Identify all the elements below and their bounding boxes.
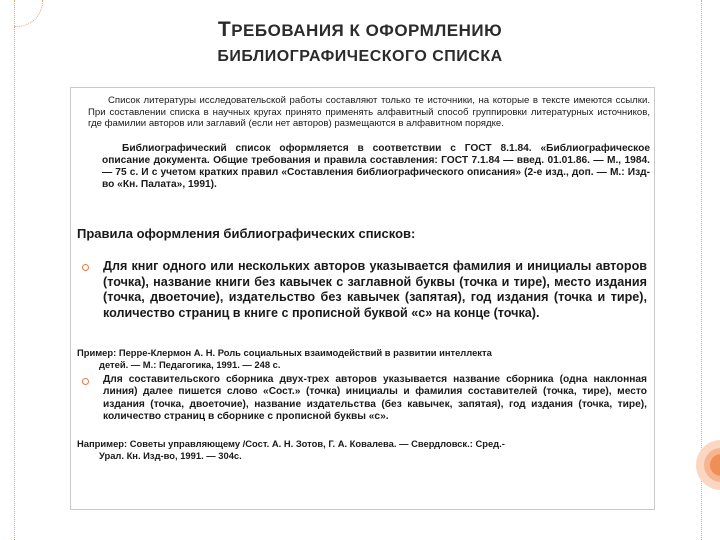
slide-title-line1 <box>0 18 720 42</box>
example-1-line-2: детей. — М.: Педагогика, 1991. — 248 с. <box>99 358 281 370</box>
rules-heading: Правила оформления библиографических списков: <box>77 226 416 241</box>
title-line1-rest: РЕБОВАНИЯ К ОФОРМЛЕНИЮ <box>231 21 503 40</box>
example-2-line-2: Урал. Кн. Изд-во, 1991. — 304с. <box>99 449 242 461</box>
intro-paragraph: Список литературы исследовательской работы составляют только те источники, на которые в тексте имеются ссылки. При составлении списка в научных кругах принято применять алфавитный способ группировки литературных источников, где фамилии авторов или заглавий (если нет авторов) размещаются в алфавитном порядке. <box>88 95 650 129</box>
rule-compiled-collection: Для составительского сборника двух-трех авторов указывается название сборника (одна наклонная линия) далее пишется слово «Сост.» (точка) инициалы и фамилия составителей (точка, тире), место издания (точка, двоеточие), название издательства (без кавычек, запятая), год издания (точка, тире), количество страниц в сборнике с прописной буквы «с». <box>103 374 647 423</box>
example-2 <box>77 438 652 462</box>
rule-books-authors: Для книг одного или нескольких авторов указывается фамилия и инициалы авторов (точка), название книги без кавычек с заглавной буквы (точка и тире), место издания (точка, двоеточие), издательство без кавычек (запятая), год издания (точка и тире), количество страниц в книге с прописной буквой «с» на конце (точка). <box>103 259 647 320</box>
example-1-line-1: Пример: Перре-Клермон А. Н. Роль социальных взаимодействий в развитии интеллекта <box>77 347 492 358</box>
slide-title-line2: БИБЛИОГРАФИЧЕСКОГО СПИСКА <box>217 48 503 65</box>
title-first-letter: Т <box>217 18 232 41</box>
circle-bullet-icon <box>82 378 89 385</box>
left-decorative-dotted-line <box>14 0 15 540</box>
gost-paragraph: Библиографический список оформляется в соответствии с ГОСТ 8.1.84. «Библиографическое описание документа. Общие требования и правила составления: ГОСТ 7.1.84 — введ. 01.01.86. — М., 1984. — 75 с. И с учетом кратких правил «Составления библиографического описания» (2-е изд., доп. — М.: Изд-во «Кн. Палата», 1991). <box>102 143 650 190</box>
circle-bullet-icon <box>82 264 89 271</box>
example-1 <box>77 347 647 371</box>
example-2-line-1: Например: Советы управляющему /Сост. А. Н. Зотов, Г. А. Ковалева. — Свердловск.: Сред.- <box>77 438 505 449</box>
